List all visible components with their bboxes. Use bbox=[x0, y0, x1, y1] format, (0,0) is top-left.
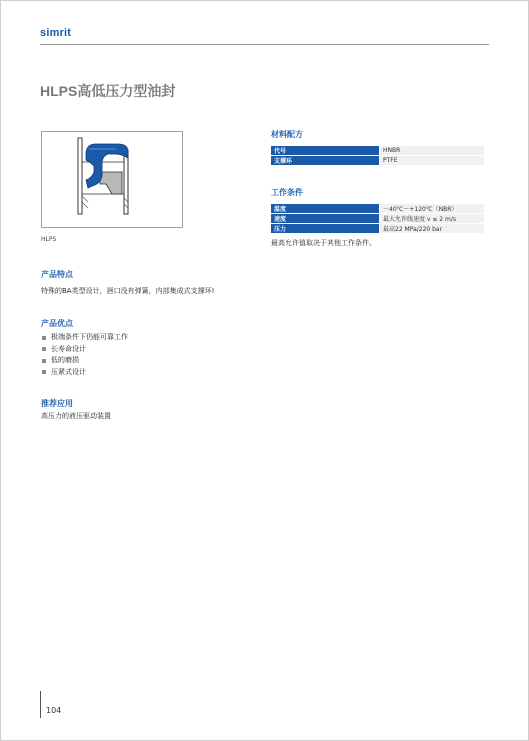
page-number: 104 bbox=[46, 706, 62, 715]
header-divider bbox=[40, 44, 489, 45]
table-row bbox=[271, 224, 484, 234]
condition-key: 温度 bbox=[271, 204, 380, 214]
conditions-note: 最高允许值取决于其他工作条件。 bbox=[271, 239, 376, 247]
table-row bbox=[271, 156, 484, 166]
bullet-square-icon bbox=[42, 336, 46, 340]
material-table bbox=[271, 146, 484, 166]
footer-divider bbox=[40, 691, 41, 718]
applications-heading: 推荐应用 bbox=[41, 399, 73, 408]
material-key: 支撑环 bbox=[271, 156, 380, 166]
list-item: 压紧式设计 bbox=[42, 367, 128, 379]
conditions-heading: 工作条件 bbox=[271, 188, 303, 197]
applications-text: 高压力的液压驱动装置 bbox=[41, 412, 111, 420]
bullet-square-icon bbox=[42, 347, 46, 351]
housing-edge bbox=[78, 138, 82, 214]
material-value: HNBR bbox=[380, 146, 485, 156]
bullet-square-icon bbox=[42, 359, 46, 363]
conditions-table bbox=[271, 204, 484, 234]
figure-caption: HLPS bbox=[41, 236, 57, 243]
table-row bbox=[271, 204, 484, 214]
list-item: 极端条件下仍能可靠工作 bbox=[42, 332, 128, 344]
features-heading: 产品特点 bbox=[41, 270, 73, 279]
material-heading: 材料配方 bbox=[271, 130, 303, 139]
condition-value: 最大允许线速度 v ≤ 2 m/s bbox=[380, 214, 485, 224]
seal-cross-section-drawing bbox=[42, 132, 182, 227]
table-row bbox=[271, 214, 484, 224]
list-item: 低的磨损 bbox=[42, 355, 128, 367]
advantages-heading: 产品优点 bbox=[41, 319, 73, 328]
condition-value: －40℃～+120℃（NBR） bbox=[380, 204, 485, 214]
table-row bbox=[271, 146, 484, 156]
list-item: 长寿命设计 bbox=[42, 344, 128, 356]
condition-key: 压力 bbox=[271, 224, 380, 234]
bullet-square-icon bbox=[42, 370, 46, 374]
features-text: 特殊的BA类型设计，唇口没有弹簧，内部集成式支撑环! bbox=[41, 287, 215, 295]
material-key: 代号 bbox=[271, 146, 380, 156]
condition-key: 速度 bbox=[271, 214, 380, 224]
page-title: HLPS高低压力型油封 bbox=[40, 83, 176, 99]
support-ring bbox=[100, 172, 122, 194]
seal-cross-section-figure bbox=[41, 131, 183, 228]
advantages-list bbox=[42, 332, 128, 378]
brand-logo: simrit bbox=[40, 27, 72, 39]
material-value: PTFE bbox=[380, 156, 485, 166]
condition-value: 最高22 MPa/220 bar bbox=[380, 224, 485, 234]
